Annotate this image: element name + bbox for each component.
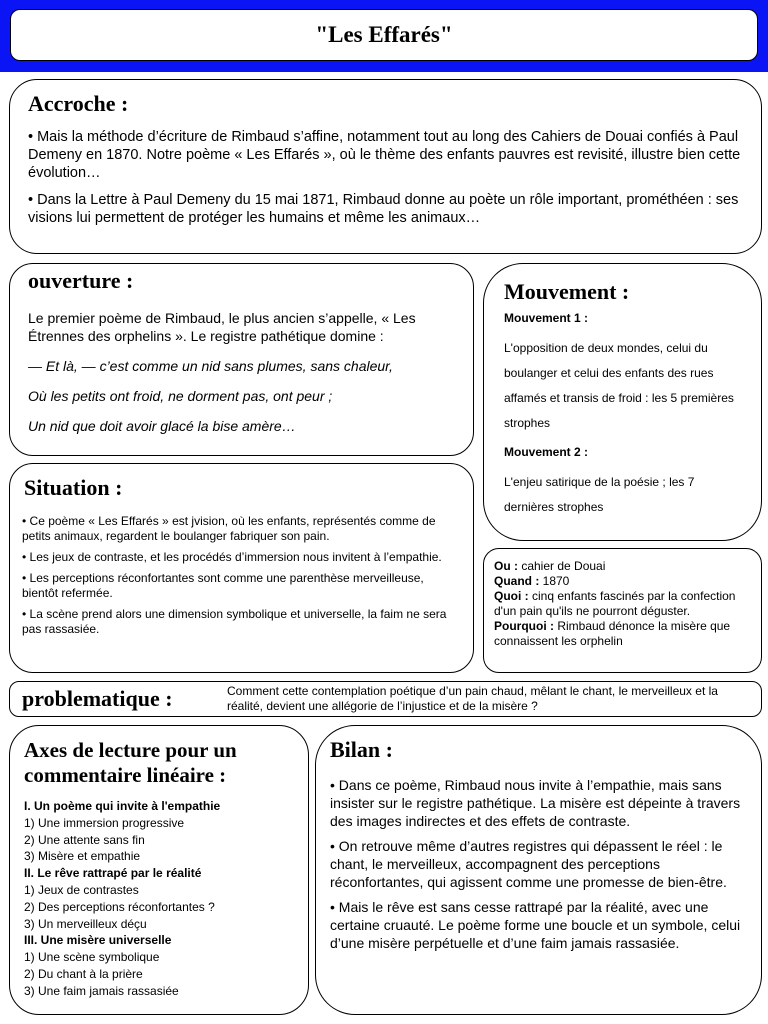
- problematique-heading: problematique :: [22, 685, 173, 711]
- bilan-section: [315, 725, 762, 1015]
- bilan-paragraph-1: • Dans ce poème, Rimbaud nous invite à l’empathie, mais sans insister sur le registre pathétique. La misère est dépeinte à travers des images indirectes et des effets de contraste.: [330, 777, 741, 830]
- axes-heading: [24, 738, 294, 788]
- mouvement-1-label: Mouvement 1 :: [504, 311, 589, 326]
- axes-section: [9, 725, 309, 1015]
- situation-paragraph-4: • La scène prend alors une dimension symbolique et universelle, la faim ne sera pas rassasiée.: [22, 607, 447, 637]
- ouverture-section: [9, 263, 474, 456]
- axes-list: [24, 798, 294, 1000]
- accroche-section: [9, 79, 762, 254]
- axes-part-heading: I. Un poème qui invite à l'empathie: [24, 799, 221, 813]
- situation-section: [9, 463, 474, 673]
- problematique-section: [9, 681, 762, 717]
- info-ou-label: Ou :: [494, 559, 518, 573]
- info-pourquoi: [494, 619, 751, 649]
- info-quand: [494, 574, 751, 589]
- axes-list-item: 1) Jeux de contrastes: [24, 882, 139, 897]
- ouverture-verse-1: — Et là, — c’est comme un nid sans plumes, sans chaleur,: [28, 358, 393, 375]
- info-quoi-label: Quoi :: [494, 589, 529, 603]
- axes-heading-line-1: Axes de lecture pour un: [24, 738, 237, 762]
- info-pourquoi-label: Pourquoi :: [494, 619, 554, 633]
- bilan-paragraph-2: • On retrouve même d’autres registres qui dépassent le réel : le chant, le merveilleux, accompagnent des perceptions réconfortantes, qui agissent comme une promesse de bien-être.: [330, 838, 727, 891]
- situation-heading: Situation :: [24, 475, 123, 500]
- info-quoi: [494, 589, 751, 619]
- info-quoi-text: cinq enfants fascinés par la confection d'un pain qu'ils ne pourront déguster.: [494, 589, 736, 618]
- axes-list-item: 2) Du chant à la prière: [24, 966, 143, 981]
- mouvement-2-label: Mouvement 2 :: [504, 445, 589, 460]
- info-ou: [494, 559, 751, 574]
- mouvement-heading: Mouvement :: [504, 279, 630, 304]
- axes-part-heading: III. Une misère universelle: [24, 933, 172, 948]
- axes-list-item: 2) Une attente sans fin: [24, 832, 145, 847]
- situation-paragraph-2: • Les jeux de contraste, et les procédés d’immersion nous invitent à l’empathie.: [22, 550, 442, 565]
- accroche-paragraph-2: • Dans la Lettre à Paul Demeny du 15 mai 1871, Rimbaud donne au poète un rôle important, prométhéen : ses visions lui permettent de protéger les humains et même les animaux…: [28, 192, 739, 227]
- mouvement-1-text: L'opposition de deux mondes, celui du boulanger et celui des enfants des rues affamés et transis de froid : les 5 premières strophes: [504, 341, 734, 431]
- axes-heading-line-2: commentaire linéaire :: [24, 763, 227, 787]
- situation-paragraph-1: • Ce poème « Les Effarés » est jvision, où les enfants, représentés comme de petits animaux, regardent le boulanger fabriquer son pain.: [22, 514, 436, 544]
- axes-list-item: 1) Une immersion progressive: [24, 815, 185, 830]
- mouvement-section: [483, 263, 762, 541]
- bilan-paragraph-3: • Mais le rêve est sans cesse rattrapé par la réalité, avec une certaine cruauté. Le poème forme une boucle et un symbole, celui d’une misère perpétuelle et d’une faim jamais rassasiée.: [330, 899, 741, 952]
- title-bar: [0, 0, 768, 72]
- axes-list-item: 3) Une faim jamais rassasiée: [24, 983, 179, 998]
- axes-list-item: 3) Misère et empathie: [24, 849, 141, 864]
- axes-list-item: 3) Un merveilleux déçu: [24, 916, 147, 931]
- ouverture-heading: ouverture :: [28, 268, 134, 293]
- ouverture-verse-2: Où les petits ont froid, ne dorment pas, ont peur ;: [28, 388, 333, 405]
- info-ou-text: cahier de Douai: [518, 559, 606, 573]
- info-quand-label: Quand :: [494, 574, 540, 588]
- mouvement-2-text: L'enjeu satirique de la poésie ; les 7 dernières strophes: [504, 475, 695, 515]
- accroche-paragraph-1: • Mais la méthode d’écriture de Rimbaud s’affine, notamment tout au long des Cahiers de Douai confiés à Paul Demeny en 1870. Notre poème « Les Effarés », où le thème des enfants pauvres est revisité, illustre bien cette évolution…: [28, 129, 741, 182]
- info-section: [483, 548, 762, 673]
- axes-part-heading: II. Le rêve rattrapé par le réalité: [24, 866, 202, 881]
- axes-list-item: 1) Une scène symbolique: [24, 950, 160, 965]
- page-title: "Les Effarés": [10, 9, 758, 61]
- axes-list-item: 2) Des perceptions réconfortantes ?: [24, 899, 215, 914]
- ouverture-intro: Le premier poème de Rimbaud, le plus ancien s’appelle, « Les Étrennes des orphelins ». Le registre pathétique domine :: [28, 310, 416, 345]
- accroche-heading: Accroche :: [28, 91, 129, 116]
- info-quand-text: 1870: [539, 574, 570, 588]
- situation-paragraph-3: • Les perceptions réconfortantes sont comme une parenthèse merveilleuse, bientôt refermée.: [22, 571, 424, 601]
- bilan-heading: Bilan :: [330, 737, 393, 762]
- problematique-text: Comment cette contemplation poétique d’un pain chaud, mêlant le chant, le merveilleux et la réalité, devient une allégorie de l’injustice et de la misère ?: [227, 684, 718, 713]
- info-pourquoi-text: Rimbaud dénonce la misère que connaissent les orphelin: [494, 619, 731, 648]
- ouverture-verse-3: Un nid que doit avoir glacé la bise amère…: [28, 418, 296, 435]
